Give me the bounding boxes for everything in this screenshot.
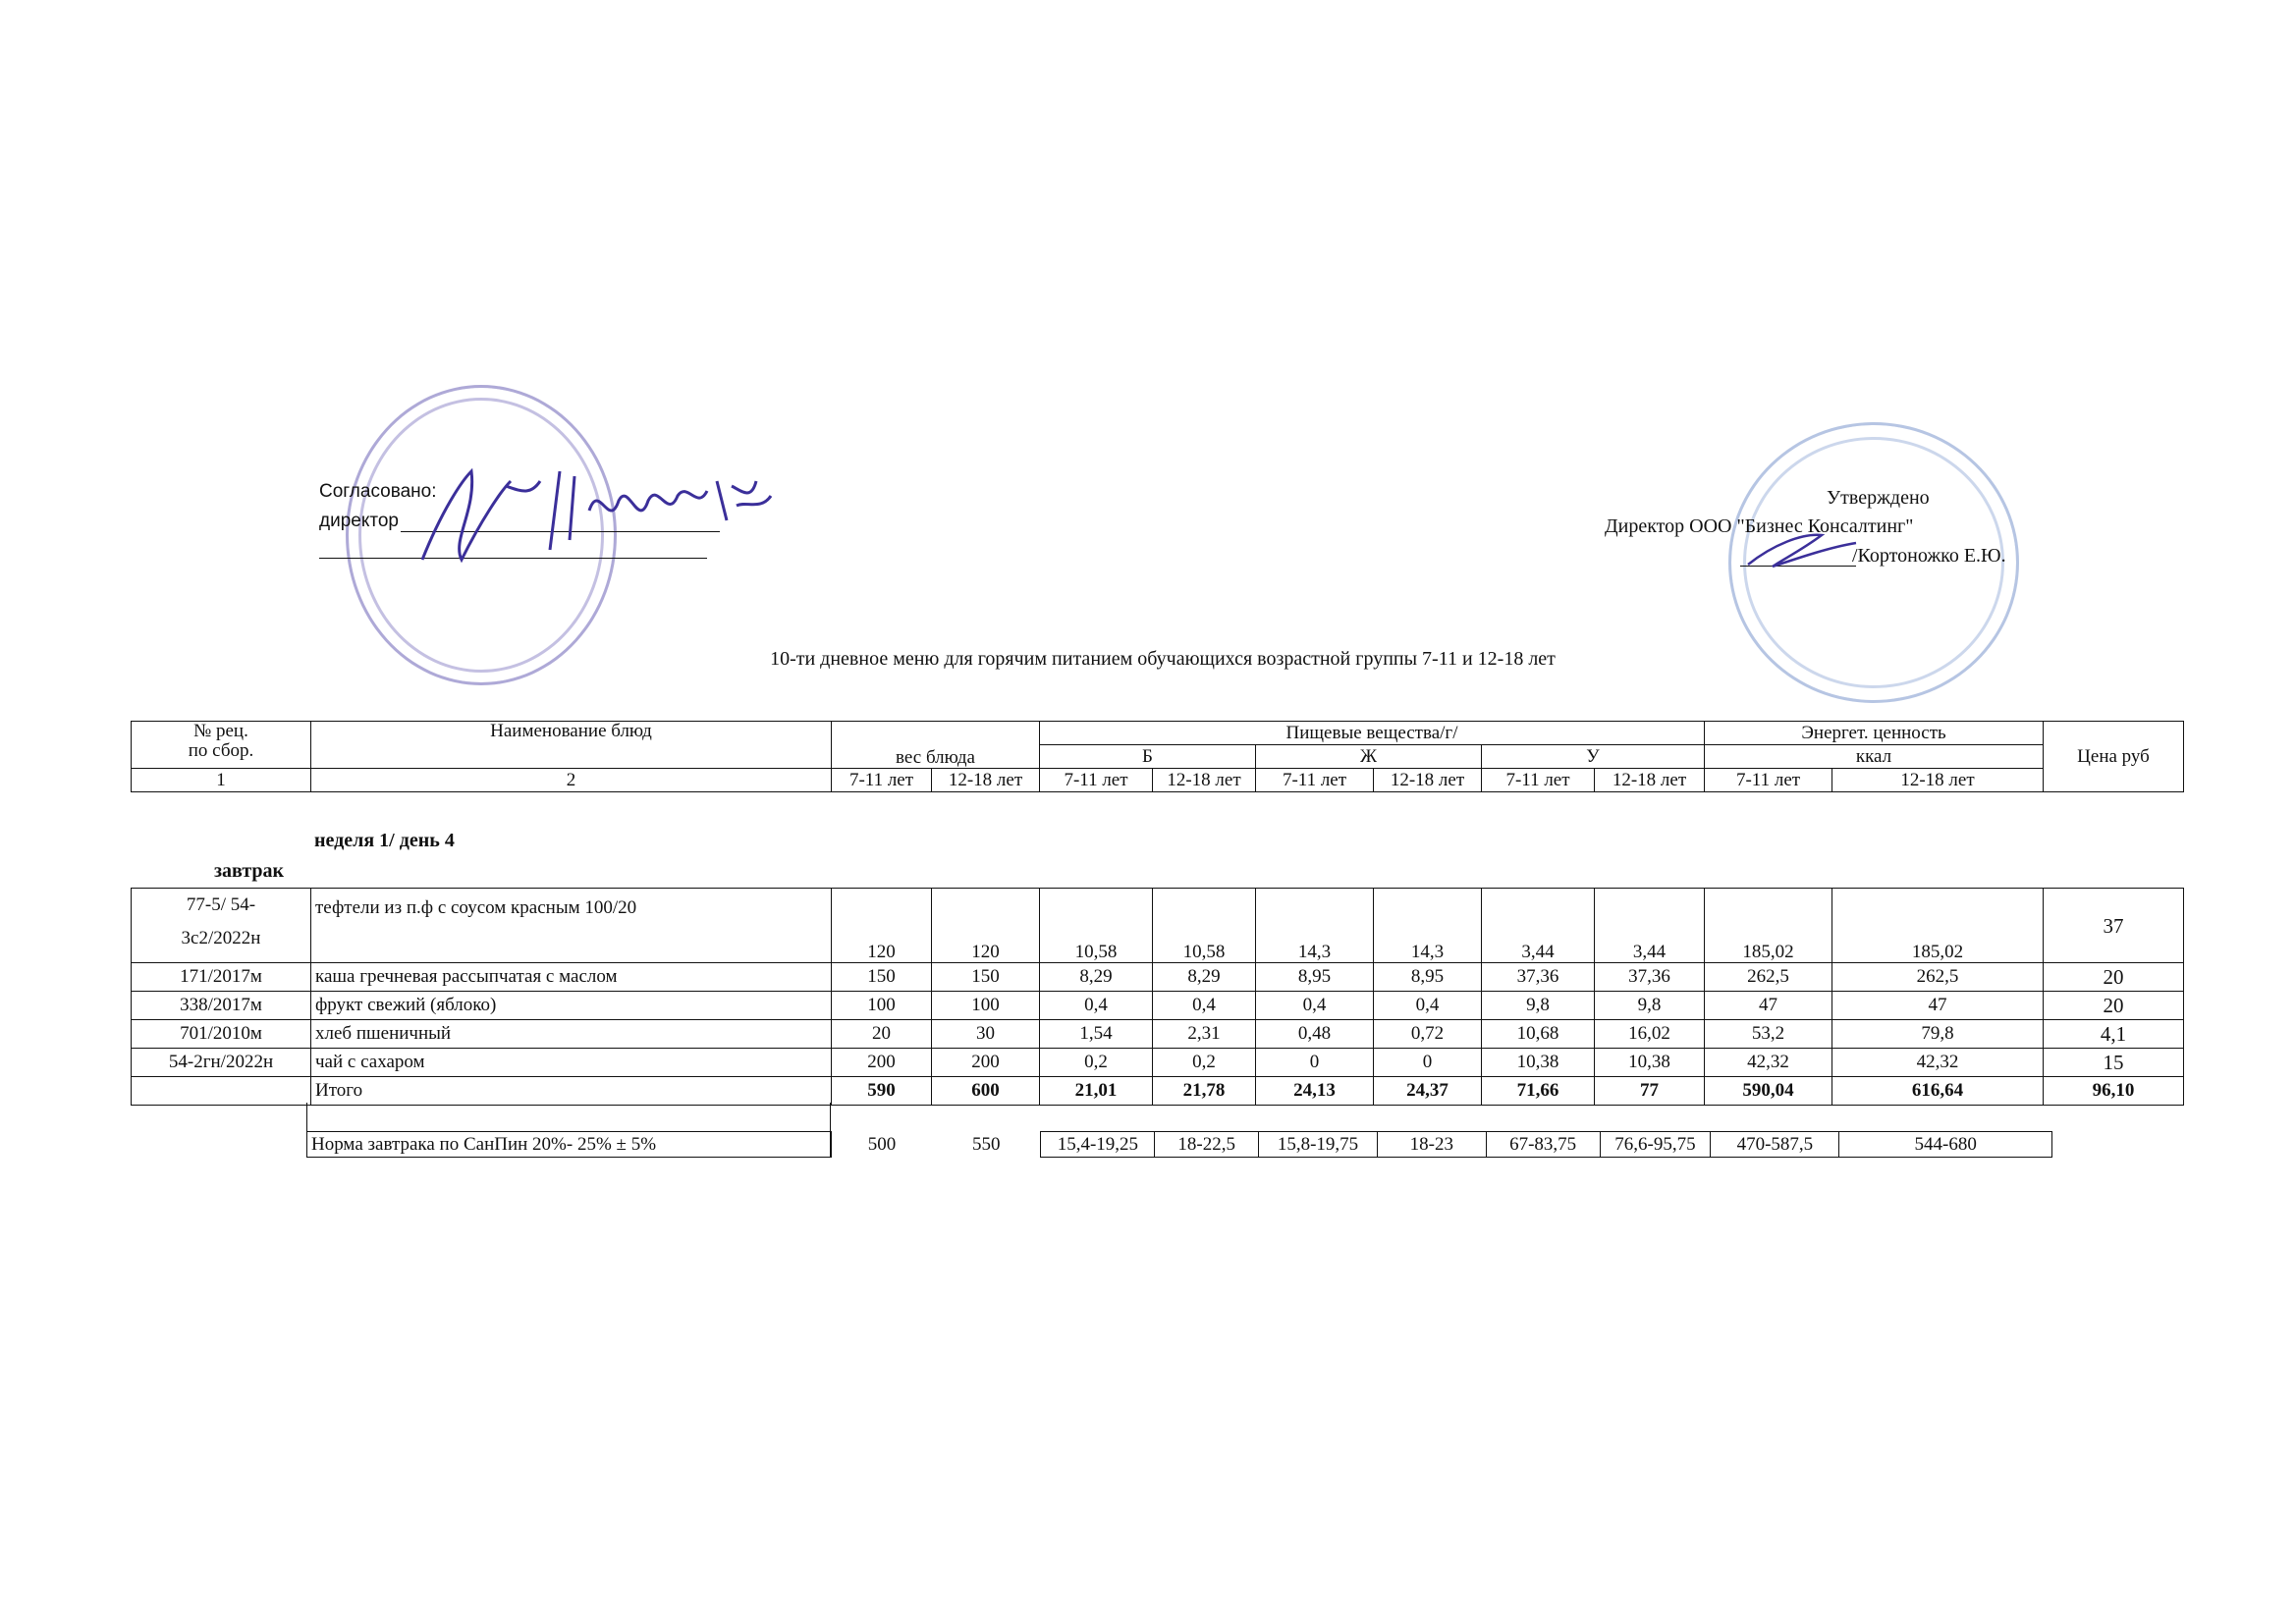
age-group-cell: 7-11 лет — [832, 769, 932, 792]
table-row — [132, 1049, 2184, 1077]
col-energy-header: Энергет. ценность — [1705, 722, 2044, 745]
approval-right-role: Директор ООО "Бизнес Консалтинг" — [1605, 515, 1914, 537]
approval-left-label: Согласовано: — [319, 481, 437, 502]
norm-fat-cell: 18-23 — [1377, 1132, 1486, 1158]
total-protein-cell: 21,01 — [1040, 1077, 1153, 1106]
norm-label: Норма завтрака по СанПин 20%- 25% ± 5% — [307, 1132, 832, 1158]
kcal-cell: 53,2 — [1705, 1020, 1832, 1049]
carbs-cell: 16,02 — [1595, 1020, 1705, 1049]
weight-cell: 120 — [832, 889, 932, 963]
carbs-cell: 9,8 — [1595, 992, 1705, 1020]
signature-left — [403, 452, 786, 579]
col-price-header: Цена руб — [2044, 722, 2184, 792]
weight-cell: 20 — [832, 1020, 932, 1049]
fat-cell: 0 — [1374, 1049, 1482, 1077]
total-label: Итого — [311, 1077, 832, 1106]
norm-weight-cell: 550 — [972, 1133, 1001, 1155]
weight-cell: 100 — [932, 992, 1040, 1020]
col-nutrients-header: Пищевые вещества/г/ — [1040, 722, 1705, 745]
kcal-cell: 79,8 — [1832, 1020, 2044, 1049]
age-group-cell: 12-18 лет — [932, 769, 1040, 792]
table-divider-line — [830, 1103, 831, 1158]
protein-cell: 0,2 — [1153, 1049, 1256, 1077]
carbs-cell: 3,44 — [1595, 889, 1705, 963]
signature-right — [1743, 525, 1861, 574]
age-group-cell: 12-18 лет — [1595, 769, 1705, 792]
age-group-cell: 12-18 лет — [1153, 769, 1256, 792]
approval-right-label: Утверждено — [1827, 487, 1930, 509]
protein-cell: 0,2 — [1040, 1049, 1153, 1077]
col-weight-header: вес блюда — [832, 722, 1040, 769]
norm-kcal-cell: 544-680 — [1839, 1132, 2052, 1158]
carbs-cell: 10,38 — [1482, 1049, 1595, 1077]
total-kcal-cell: 590,04 — [1705, 1077, 1832, 1106]
norm-weight-cell: 500 — [867, 1133, 897, 1155]
age-group-cell: 7-11 лет — [1705, 769, 1832, 792]
protein-cell: 0,4 — [1040, 992, 1153, 1020]
weight-cell: 150 — [832, 963, 932, 992]
recipe-cell: 54-2гн/2022н — [132, 1049, 311, 1077]
table-row — [132, 992, 2184, 1020]
total-price-cell: 96,10 — [2044, 1077, 2184, 1106]
weight-cell: 30 — [932, 1020, 1040, 1049]
dish-name-cell: фрукт свежий (яблоко) — [311, 992, 832, 1020]
kcal-cell: 185,02 — [1832, 889, 2044, 963]
kcal-cell: 47 — [1705, 992, 1832, 1020]
weight-cell: 200 — [832, 1049, 932, 1077]
fat-cell: 8,95 — [1256, 963, 1374, 992]
age-group-cell: 7-11 лет — [1482, 769, 1595, 792]
norm-table — [306, 1131, 2052, 1158]
protein-cell: 10,58 — [1040, 889, 1153, 963]
total-weight-cell: 590 — [832, 1077, 932, 1106]
fat-cell: 8,95 — [1374, 963, 1482, 992]
table-divider-line — [306, 1103, 307, 1158]
approval-right-name: /Кортоножко Е.Ю. — [1852, 545, 2006, 567]
price-cell: 20 — [2044, 992, 2184, 1020]
approval-left-role: директор — [319, 511, 399, 531]
norm-carbs-cell: 67-83,75 — [1486, 1132, 1600, 1158]
weight-cell: 100 — [832, 992, 932, 1020]
menu-header-table — [131, 721, 2184, 792]
kcal-cell: 42,32 — [1705, 1049, 1832, 1077]
meal-label: завтрак — [214, 860, 285, 882]
fat-cell: 0,72 — [1374, 1020, 1482, 1049]
weight-cell: 150 — [932, 963, 1040, 992]
age-group-cell: 12-18 лет — [1832, 769, 2044, 792]
norm-protein-cell: 15,4-19,25 — [1041, 1132, 1155, 1158]
total-kcal-cell: 616,64 — [1832, 1077, 2044, 1106]
col-name-header: Наименование блюд — [311, 722, 832, 769]
norm-row — [307, 1132, 2052, 1158]
price-cell: 37 — [2044, 889, 2184, 963]
total-carbs-cell: 71,66 — [1482, 1077, 1595, 1106]
kcal-cell: 262,5 — [1705, 963, 1832, 992]
protein-cell: 10,58 — [1153, 889, 1256, 963]
norm-protein-cell: 18-22,5 — [1155, 1132, 1259, 1158]
col-number-2: 2 — [311, 769, 832, 792]
total-fat-cell: 24,13 — [1256, 1077, 1374, 1106]
table-row — [132, 963, 2184, 992]
age-group-cell: 7-11 лет — [1040, 769, 1153, 792]
protein-cell: 0,4 — [1153, 992, 1256, 1020]
norm-fat-cell: 15,8-19,75 — [1259, 1132, 1378, 1158]
protein-cell: 8,29 — [1040, 963, 1153, 992]
table-row — [132, 889, 2184, 963]
col-u-header: У — [1482, 745, 1705, 769]
age-group-cell: 7-11 лет — [1256, 769, 1374, 792]
col-recipe-header: № рец. по сбор. — [132, 722, 311, 769]
protein-cell: 8,29 — [1153, 963, 1256, 992]
norm-carbs-cell: 76,6-95,75 — [1600, 1132, 1711, 1158]
price-cell: 20 — [2044, 963, 2184, 992]
total-fat-cell: 24,37 — [1374, 1077, 1482, 1106]
age-group-cell: 12-18 лет — [1374, 769, 1482, 792]
dish-name-cell: тефтели из п.ф с соусом красным 100/20 — [311, 889, 832, 963]
total-carbs-cell: 77 — [1595, 1077, 1705, 1106]
fat-cell: 14,3 — [1374, 889, 1482, 963]
carbs-cell: 10,38 — [1595, 1049, 1705, 1077]
carbs-cell: 37,36 — [1482, 963, 1595, 992]
total-weight-cell: 600 — [932, 1077, 1040, 1106]
fat-cell: 0,48 — [1256, 1020, 1374, 1049]
breakfast-table — [131, 888, 2184, 1106]
dish-name-cell: чай с сахаром — [311, 1049, 832, 1077]
empty-cell — [132, 1077, 311, 1106]
carbs-cell: 9,8 — [1482, 992, 1595, 1020]
col-b-header: Б — [1040, 745, 1256, 769]
price-cell: 4,1 — [2044, 1020, 2184, 1049]
fat-cell: 0,4 — [1256, 992, 1374, 1020]
fat-cell: 14,3 — [1256, 889, 1374, 963]
total-row — [132, 1077, 2184, 1106]
fat-cell: 0,4 — [1374, 992, 1482, 1020]
kcal-cell: 42,32 — [1832, 1049, 2044, 1077]
carbs-cell: 3,44 — [1482, 889, 1595, 963]
carbs-cell: 37,36 — [1595, 963, 1705, 992]
col-number-1: 1 — [132, 769, 311, 792]
weight-cell: 200 — [932, 1049, 1040, 1077]
table-row — [132, 1020, 2184, 1049]
dish-name-cell: каша гречневая рассыпчатая с маслом — [311, 963, 832, 992]
recipe-cell: 171/2017м — [132, 963, 311, 992]
protein-cell: 1,54 — [1040, 1020, 1153, 1049]
col-kcal-header: ккал — [1705, 745, 2044, 769]
week-day-label: неделя 1/ день 4 — [314, 830, 455, 851]
recipe-cell: 701/2010м — [132, 1020, 311, 1049]
protein-cell: 2,31 — [1153, 1020, 1256, 1049]
recipe-cell: 77-5/ 54- 3с2/2022н — [132, 889, 311, 963]
col-zh-header: Ж — [1256, 745, 1482, 769]
recipe-cell: 338/2017м — [132, 992, 311, 1020]
kcal-cell: 47 — [1832, 992, 2044, 1020]
kcal-cell: 262,5 — [1832, 963, 2044, 992]
total-protein-cell: 21,78 — [1153, 1077, 1256, 1106]
dish-name-cell: хлеб пшеничный — [311, 1020, 832, 1049]
kcal-cell: 185,02 — [1705, 889, 1832, 963]
carbs-cell: 10,68 — [1482, 1020, 1595, 1049]
document-title: 10-ти дневное меню для горячим питанием обучающихся возрастной группы 7-11 и 12-18 лет — [770, 648, 1556, 670]
price-cell: 15 — [2044, 1049, 2184, 1077]
norm-kcal-cell: 470-587,5 — [1711, 1132, 1839, 1158]
weight-cell: 120 — [932, 889, 1040, 963]
fat-cell: 0 — [1256, 1049, 1374, 1077]
